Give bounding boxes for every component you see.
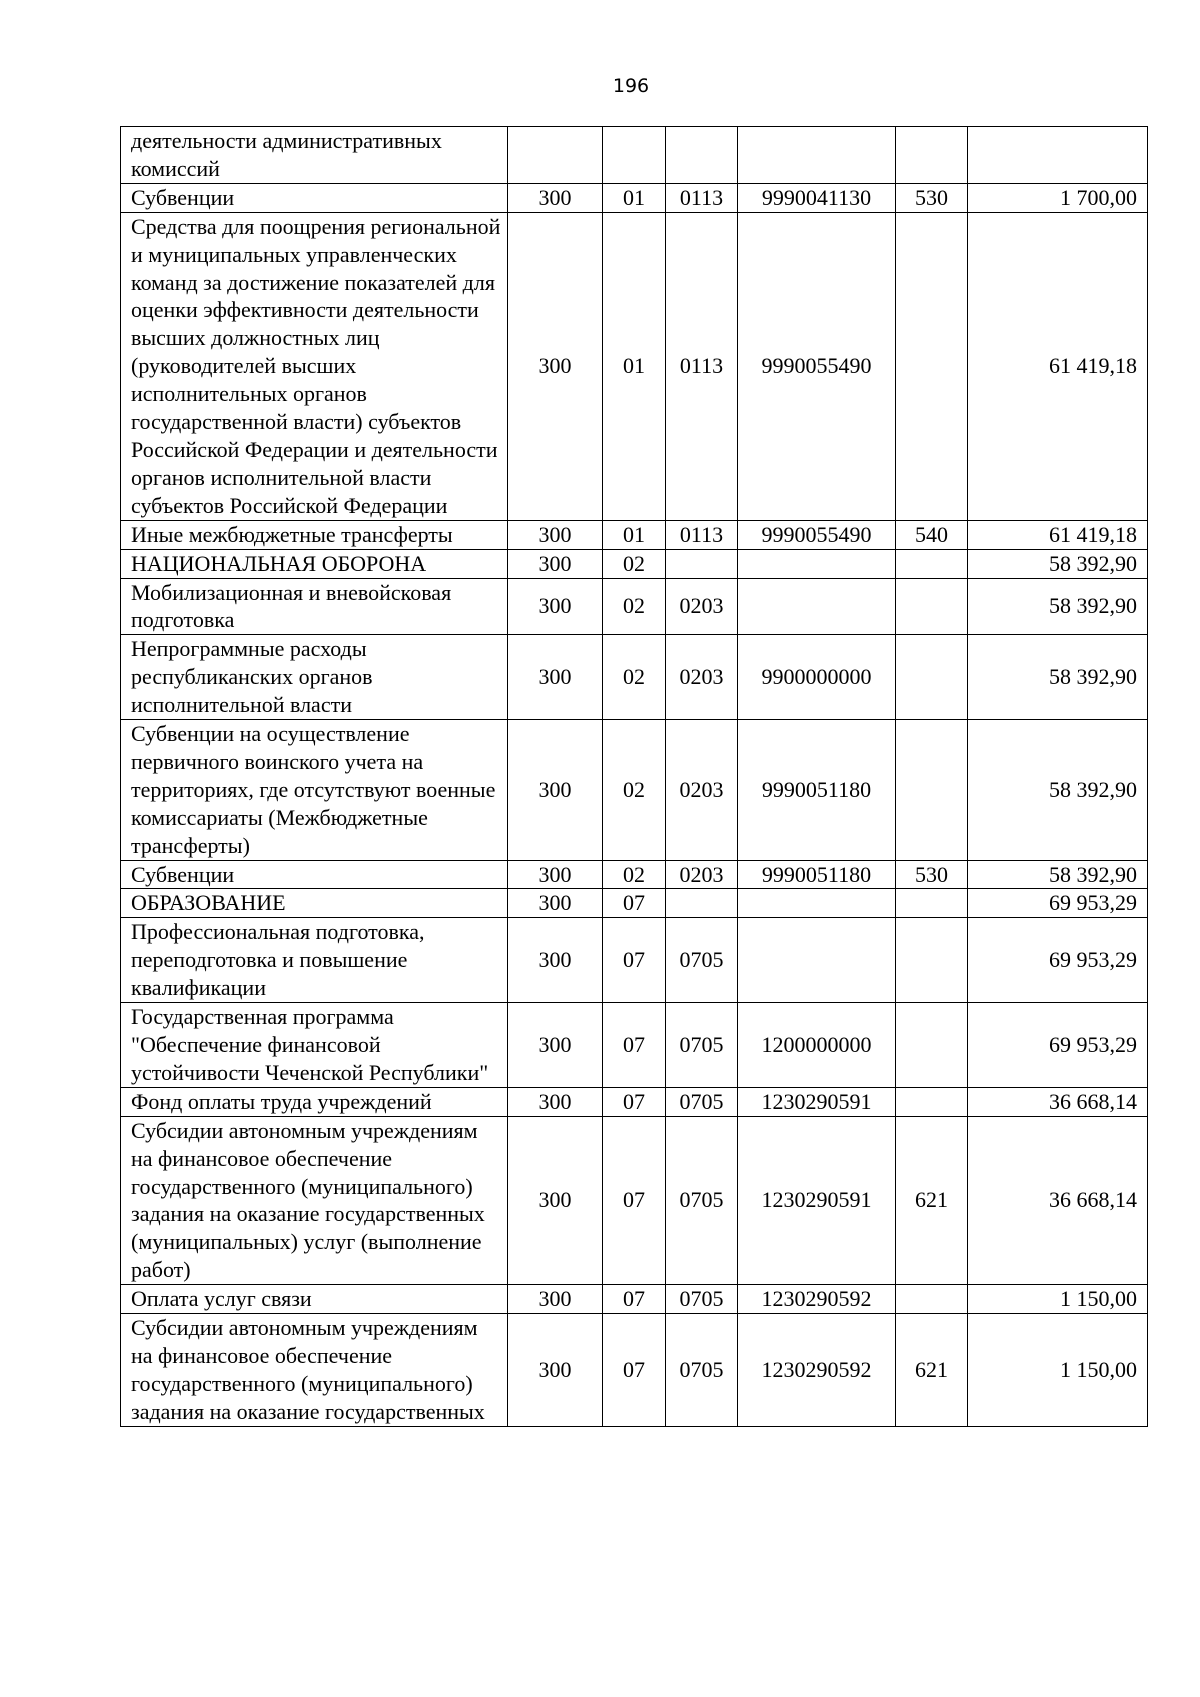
row-csr: 9990055490: [738, 212, 896, 520]
row-vr: [896, 578, 968, 635]
row-amount: 61 419,18: [968, 212, 1148, 520]
row-rz: 07: [603, 918, 666, 1003]
row-name: Субсидии автономным учреждениям на финансовое обеспечение государственного (муниципального) задания на оказание государственных (муниципальных) услуг (выполнение работ): [121, 1116, 508, 1284]
table-body: [121, 127, 1148, 1427]
row-csr: 1230290592: [738, 1285, 896, 1314]
row-rz: 01: [603, 212, 666, 520]
row-amount: 58 392,90: [968, 549, 1148, 578]
table-row: [121, 1285, 1148, 1314]
table-row: [121, 889, 1148, 918]
table-row: [121, 578, 1148, 635]
row-csr: 9990051180: [738, 860, 896, 889]
row-gr: [508, 127, 603, 184]
row-amount: 69 953,29: [968, 889, 1148, 918]
row-vr: [896, 549, 968, 578]
row-gr: 300: [508, 860, 603, 889]
row-rz: 02: [603, 635, 666, 720]
row-name: Средства для поощрения региональной и муниципальных управленческих команд за достижение показателей для оценки эффективности деятельности высших должностных лиц (руководителей высших исполнительных органов государственной власти) субъектов Российской Федерации и деятельности органов исполнительной власти субъектов Российской Федерации: [121, 212, 508, 520]
row-rz: [603, 127, 666, 184]
row-name: деятельности административных комиссий: [121, 127, 508, 184]
row-name: Субвенции: [121, 183, 508, 212]
row-vr: [896, 1285, 968, 1314]
row-pr: [666, 127, 738, 184]
row-rz: 07: [603, 1003, 666, 1088]
row-pr: 0705: [666, 918, 738, 1003]
row-pr: 0203: [666, 635, 738, 720]
row-csr: 9990055490: [738, 520, 896, 549]
row-pr: 0113: [666, 212, 738, 520]
row-csr: [738, 549, 896, 578]
row-gr: 300: [508, 578, 603, 635]
row-vr: [896, 720, 968, 861]
table-row: [121, 549, 1148, 578]
row-name: ОБРАЗОВАНИЕ: [121, 889, 508, 918]
row-csr: 1200000000: [738, 1003, 896, 1088]
row-vr: [896, 1003, 968, 1088]
row-name: Субвенции на осуществление первичного воинского учета на территориях, где отсутствуют военные комиссариаты (Межбюджетные трансферты): [121, 720, 508, 861]
row-rz: 02: [603, 578, 666, 635]
row-name: Государственная программа "Обеспечение финансовой устойчивости Чеченской Республики": [121, 1003, 508, 1088]
table-row: [121, 1314, 1148, 1427]
row-name: Субсидии автономным учреждениям на финансовое обеспечение государственного (муниципального) задания на оказание государственных: [121, 1314, 508, 1427]
row-gr: 300: [508, 520, 603, 549]
row-vr: 530: [896, 860, 968, 889]
row-rz: 01: [603, 183, 666, 212]
row-rz: 07: [603, 889, 666, 918]
row-rz: 02: [603, 549, 666, 578]
row-csr: 1230290592: [738, 1314, 896, 1427]
row-amount: 58 392,90: [968, 635, 1148, 720]
row-amount: 1 700,00: [968, 183, 1148, 212]
row-name: Иные межбюджетные трансферты: [121, 520, 508, 549]
row-csr: [738, 127, 896, 184]
row-csr: 9990051180: [738, 720, 896, 861]
row-name: Непрограммные расходы республиканских органов исполнительной власти: [121, 635, 508, 720]
table-row: [121, 1087, 1148, 1116]
row-amount: 1 150,00: [968, 1314, 1148, 1427]
row-csr: 1230290591: [738, 1087, 896, 1116]
row-rz: 07: [603, 1285, 666, 1314]
row-name: НАЦИОНАЛЬНАЯ ОБОРОНА: [121, 549, 508, 578]
table-row: [121, 860, 1148, 889]
row-vr: 530: [896, 183, 968, 212]
row-name: Оплата услуг связи: [121, 1285, 508, 1314]
row-vr: [896, 1087, 968, 1116]
row-pr: 0705: [666, 1314, 738, 1427]
row-amount: 69 953,29: [968, 1003, 1148, 1088]
table-row: [121, 635, 1148, 720]
row-vr: [896, 889, 968, 918]
row-pr: 0203: [666, 860, 738, 889]
row-gr: 300: [508, 1003, 603, 1088]
row-vr: [896, 635, 968, 720]
row-vr: [896, 127, 968, 184]
row-rz: 02: [603, 860, 666, 889]
row-gr: 300: [508, 1314, 603, 1427]
row-pr: 0203: [666, 720, 738, 861]
table-row: [121, 183, 1148, 212]
row-name: Фонд оплаты труда учреждений: [121, 1087, 508, 1116]
budget-table: [120, 126, 1148, 1427]
row-pr: 0705: [666, 1285, 738, 1314]
table-row: [121, 520, 1148, 549]
row-pr: 0705: [666, 1116, 738, 1284]
table-row: [121, 212, 1148, 520]
row-amount: 1 150,00: [968, 1285, 1148, 1314]
row-vr: 621: [896, 1116, 968, 1284]
row-name: Мобилизационная и вневойсковая подготовка: [121, 578, 508, 635]
row-pr: [666, 889, 738, 918]
row-name: Профессиональная подготовка, переподготовка и повышение квалификации: [121, 918, 508, 1003]
row-pr: 0203: [666, 578, 738, 635]
row-amount: 36 668,14: [968, 1087, 1148, 1116]
row-gr: 300: [508, 1285, 603, 1314]
row-amount: 58 392,90: [968, 720, 1148, 861]
row-csr: 1230290591: [738, 1116, 896, 1284]
row-csr: 9900000000: [738, 635, 896, 720]
table-row: [121, 1003, 1148, 1088]
row-gr: 300: [508, 212, 603, 520]
table-row: [121, 720, 1148, 861]
row-pr: 0705: [666, 1087, 738, 1116]
row-rz: 01: [603, 520, 666, 549]
row-csr: [738, 889, 896, 918]
row-rz: 07: [603, 1116, 666, 1284]
row-amount: 69 953,29: [968, 918, 1148, 1003]
row-gr: 300: [508, 635, 603, 720]
row-rz: 07: [603, 1314, 666, 1427]
row-vr: 540: [896, 520, 968, 549]
row-pr: [666, 549, 738, 578]
row-csr: [738, 918, 896, 1003]
row-gr: 300: [508, 1087, 603, 1116]
row-vr: 621: [896, 1314, 968, 1427]
row-pr: 0113: [666, 183, 738, 212]
row-gr: 300: [508, 1116, 603, 1284]
table-row: [121, 1116, 1148, 1284]
row-name: Субвенции: [121, 860, 508, 889]
row-vr: [896, 212, 968, 520]
row-vr: [896, 918, 968, 1003]
row-amount: 58 392,90: [968, 578, 1148, 635]
row-amount: [968, 127, 1148, 184]
table-row: [121, 127, 1148, 184]
row-gr: 300: [508, 720, 603, 861]
row-amount: 58 392,90: [968, 860, 1148, 889]
row-pr: 0705: [666, 1003, 738, 1088]
row-csr: 9990041130: [738, 183, 896, 212]
row-gr: 300: [508, 889, 603, 918]
row-gr: 300: [508, 549, 603, 578]
row-csr: [738, 578, 896, 635]
row-gr: 300: [508, 918, 603, 1003]
row-amount: 61 419,18: [968, 520, 1148, 549]
row-gr: 300: [508, 183, 603, 212]
table-row: [121, 918, 1148, 1003]
page-number: 196: [612, 75, 650, 97]
row-amount: 36 668,14: [968, 1116, 1148, 1284]
row-rz: 07: [603, 1087, 666, 1116]
row-rz: 02: [603, 720, 666, 861]
row-pr: 0113: [666, 520, 738, 549]
